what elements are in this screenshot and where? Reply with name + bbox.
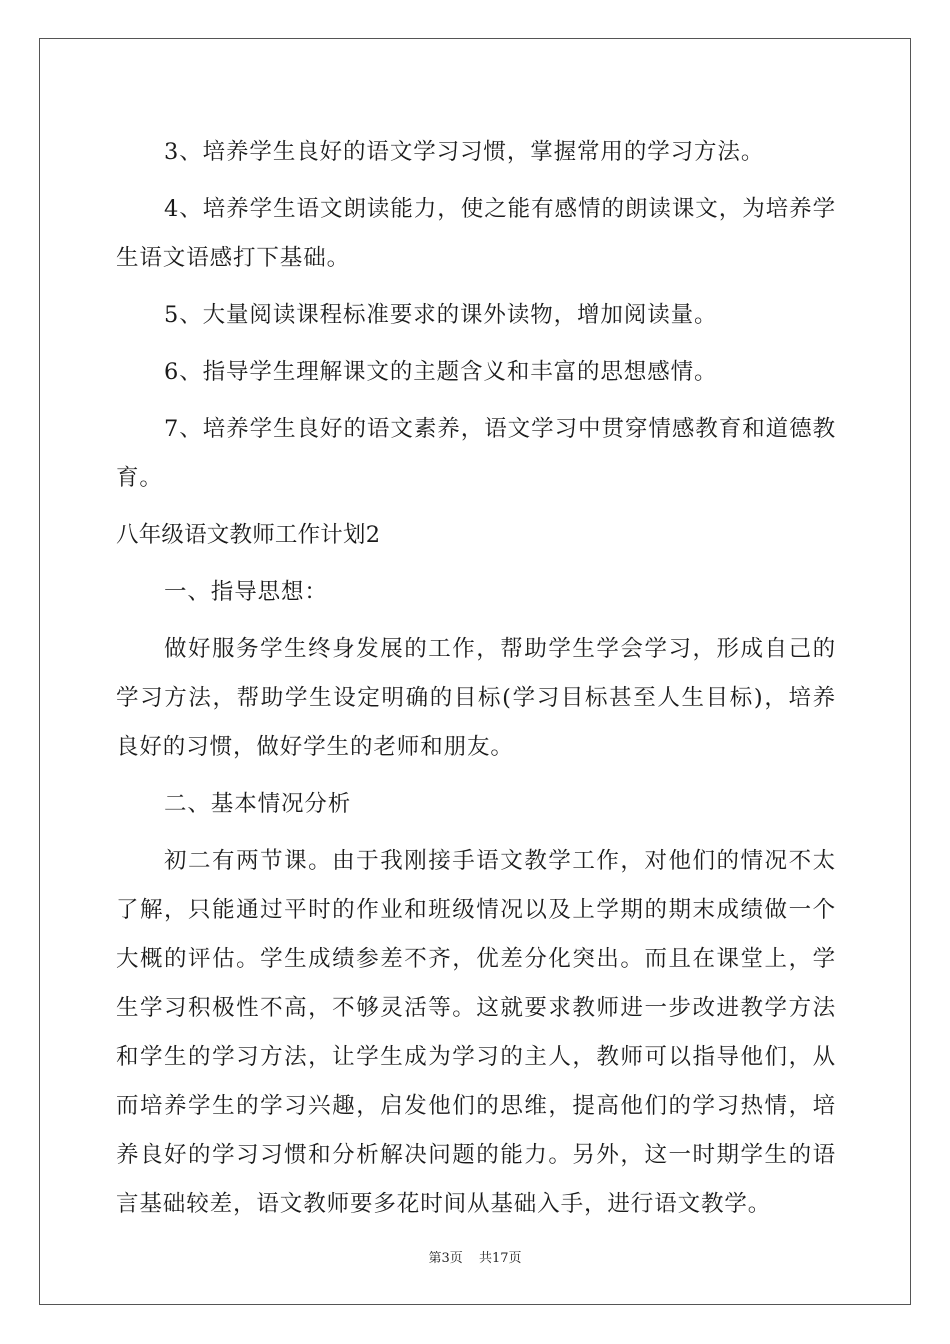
page-footer	[0, 1247, 950, 1266]
subheading-guiding-thought: 一、指导思想：	[164, 579, 328, 605]
section-title: 八年级语文教师工作计划2	[116, 522, 381, 548]
paragraph-situation-analysis: 初二有两节课。由于我刚接手语文教学工作，对他们的情况不太了解，只能通过平时的作业和班级情况以及上学期的期末成绩做一个大概的评估。学生成绩参差不齐，优差分化突出。而且在课堂上，学生学习积极性不高，不够灵活等。这就要求教师进一步改进教学方法和学生的学习方法，让学生成为学习的主人，教师可以指导他们，从而培养学生的学习兴趣，启发他们的思维，提高他们的学习热情，培养良好的学习习惯和分析解决问题的能力。另外，这一时期学生的语言基础较差，语文教师要多花时间从基础入手，进行语文教学。	[116, 848, 836, 1217]
paragraph-item-3: 3、培养学生良好的语文学习习惯，掌握常用的学习方法。	[164, 139, 765, 165]
paragraph-item-5: 5、大量阅读课程标准要求的课外读物，增加阅读量。	[164, 302, 718, 328]
subheading-situation-analysis: 二、基本情况分析	[164, 791, 352, 817]
total-pages: 共17页	[478, 1251, 522, 1266]
page-number: 第3页	[428, 1251, 463, 1266]
paragraph-item-6: 6、指导学生理解课文的主题含义和丰富的思想感情。	[164, 359, 718, 385]
paragraph-guiding-thought: 做好服务学生终身发展的工作，帮助学生学会学习，形成自己的学习方法，帮助学生设定明确的目标(学习目标甚至人生目标)，培养良好的习惯，做好学生的老师和朋友。	[116, 636, 836, 760]
document-body	[116, 128, 836, 1237]
paragraph-item-4: 4、培养学生语文朗读能力，使之能有感情的朗读课文，为培养学生语文语感打下基础。	[116, 196, 836, 271]
paragraph-item-7: 7、培养学生良好的语文素养，语文学习中贯穿情感教育和道德教育。	[116, 416, 836, 491]
